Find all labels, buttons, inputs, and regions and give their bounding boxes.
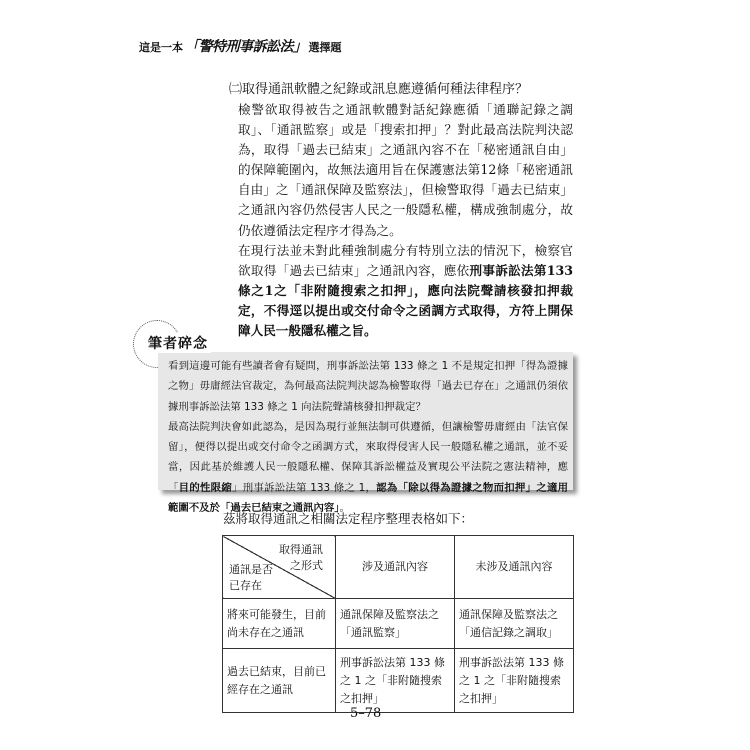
answer-paragraph-2: [238, 241, 573, 341]
note-p2-e: 。: [339, 502, 350, 515]
table-row: [223, 599, 574, 649]
header-no-content: 未涉及通訊內容: [455, 536, 574, 599]
row-label: 過去已結束，目前已經存在之通訊: [223, 649, 336, 713]
table-cell: 通訊保障及監察法之「通信記錄之調取」: [455, 599, 574, 649]
header-content: 涉及通訊內容: [336, 536, 455, 599]
table-cell: 通訊保障及監察法之「通訊監察」: [336, 599, 455, 649]
running-header: [139, 36, 342, 56]
note-paragraph-1: 看到這邊可能有些讀者會有疑問，刑事訴訟法第 133 條之 1 不是規定扣押「得為證據之物」毋庸經法官裁定，為何最高法院判決認為檢警取得「過去已存在」之通訊仍須依據刑事訴訟法第 133 條之 1 向法院聲請核發扣押裁定？: [168, 360, 568, 413]
answer-paragraph-1: 檢警欲取得被告之通訊軟體對話紀錄應循「通聯記錄之調取」、「通訊監察」或是「搜索扣押」？對此最高法院判決認為，取得「過去已結束」之通訊內容不在「秘密通訊自由」的保障範圍內，故無法適用旨在保護憲法第12條「秘密通訊自由」之「通訊保障及監察法」，但檢警取得「過去已結束」之通訊內容仍然侵害人民之一般隱私權，構成強制處分，故仍依遵循法定程序才得為之。: [238, 102, 573, 238]
header-prefix: 這是一本: [139, 41, 183, 54]
question-heading: ㈡取得通訊軟體之紀錄或訊息應遵循何種法律程序？: [229, 82, 529, 97]
header-brand: 「警特刑事訴訟法」: [185, 39, 307, 55]
note-p2-b: 目的性限縮: [178, 481, 233, 494]
note-title: 筆者碎念: [145, 333, 211, 353]
note-p2-c: 」刑事訴訟法第 133 條之 1，: [232, 481, 377, 494]
page-number: 5–78: [350, 706, 382, 721]
note-p2-a: 最高法院判決會如此認為，是因為現行並無法制可供遵循，但讓檢警毋庸經由「法官保留」，便得以提出或交付命令之函調方式，來取得侵害人民一般隱私權之通訊，並不妥當，因此基於維護人民一般隱私權、保障其訴訟權益及實現公平法院之憲法精神，應「: [168, 420, 568, 494]
header-suffix: 選擇題: [308, 41, 342, 54]
table-cell: 刑事訴訟法第 133 條之 1 之「非附隨搜索之扣押」: [455, 649, 574, 713]
note-text: [168, 356, 568, 518]
answer-body: [238, 100, 573, 341]
table-row: [223, 649, 574, 713]
note-paragraph-2: [168, 417, 568, 518]
corner-top-line-1: 取得通訊: [279, 543, 323, 556]
corner-top-line-2: 之形式: [290, 559, 323, 572]
row-label: 將來可能發生，目前尚未存在之通訊: [223, 599, 336, 649]
table-corner-cell: [223, 536, 336, 599]
table-cell: 刑事訴訟法第 133 條之 1 之「非附隨搜索之扣押」: [336, 649, 455, 713]
corner-bottom-line-1: 通訊是否: [229, 563, 273, 576]
table-intro: 茲將取得通訊之相關法定程序整理表格如下：: [223, 511, 474, 526]
corner-bottom-line-2: 已存在: [229, 579, 262, 592]
corner-top-label: [279, 542, 323, 574]
corner-bottom-label: [229, 562, 273, 594]
procedure-table: [222, 535, 574, 713]
table-header-row: [223, 536, 574, 599]
answer-paragraph-2-lead: 在現行法並未對此種強制處分有特別立法的情況下，檢察官欲取得「過去已結束」之通訊內容，應依: [238, 242, 573, 278]
note-p2-d: 認為「除以得為證據之物而扣押」之適用範圍不及於「過去已結束之通訊內容」: [168, 481, 569, 515]
answer-paragraph-2-bold: 刑事訴訟法第133條之1之「非附隨搜索之扣押」，應向法院聲請核發扣押裁定，不得逕以提出或交付命令之函調方式取得，方符上開保障人民一般隱私權之旨。: [238, 262, 573, 339]
